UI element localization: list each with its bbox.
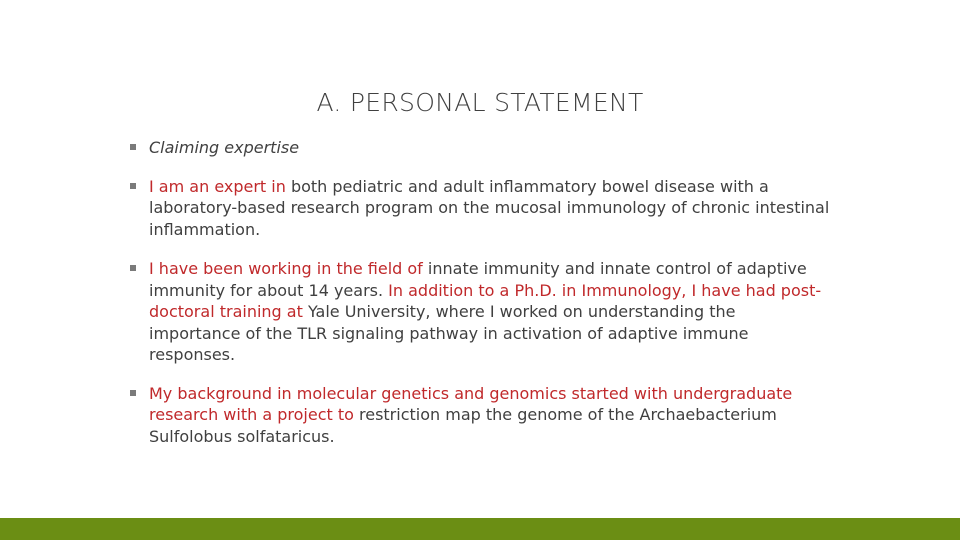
- square-bullet-icon: [130, 183, 136, 189]
- bullet-text-segment: both pediatric and adult inflammatory bowel disease with a laboratory-based research program on the mucosal immunology of chronic intestinal inflammation.: [149, 176, 830, 239]
- square-bullet-icon: [130, 144, 136, 150]
- bullet-list: [130, 137, 830, 447]
- bullet-text-segment: Yale University, where I worked on understanding the importance of the TLR signaling pathway in activation of adaptive immune responses.: [149, 302, 749, 364]
- bullet-text-segment: Claiming expertise: [149, 138, 300, 157]
- bullet-item: [130, 176, 830, 241]
- bullet-text-segment: In addition to a Ph.D. in Immunology, I have had post-doctoral training at: [149, 280, 822, 321]
- slide-title-text: A. PERSONAL STATEMENT: [316, 88, 644, 117]
- bullet-text-segment: I have been working in the field of: [149, 259, 428, 278]
- bullet-text-segment: restriction map the genome of the Archaebacterium Sulfolobus solfataricus.: [149, 405, 777, 446]
- bullet-text-segment: I am an expert in: [149, 176, 291, 196]
- bullet-item: [130, 258, 830, 366]
- footer-accent-bar: [0, 518, 960, 540]
- slide-title: [0, 88, 960, 117]
- square-bullet-icon: [130, 390, 136, 396]
- bullet-item: [130, 137, 830, 159]
- square-bullet-icon: [130, 265, 136, 271]
- bullet-text-segment: My background in molecular genetics and genomics started with undergraduate research with a project to: [149, 383, 793, 424]
- bullet-item: [130, 383, 830, 448]
- bullet-text-segment: innate immunity and innate control of adaptive immunity for about 14 years.: [149, 259, 807, 300]
